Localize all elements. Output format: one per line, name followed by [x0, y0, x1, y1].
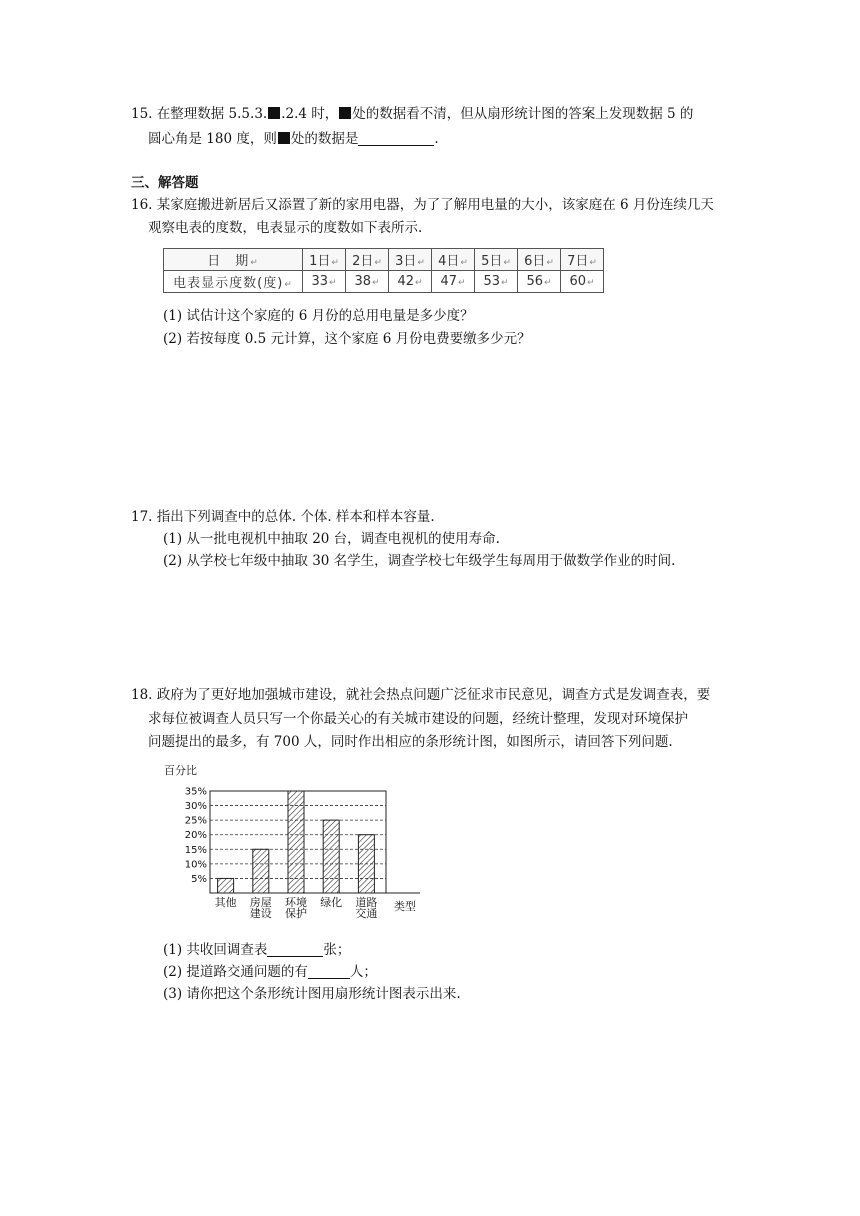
q18-line2: 求每位被调查人员只写一个你最关心的有关城市建设的问题，经统计整理，发现对环境保护 — [148, 711, 688, 727]
q15-line2: 圆心角是 180 度，则 处的数据是 . — [148, 131, 439, 147]
bar — [288, 791, 304, 893]
table-row — [164, 249, 604, 271]
table-cell: 5日 ↵ — [475, 249, 518, 271]
q15-line1: 15. 在整理数据 5.5.3. .2.4 时， 处的数据看不清，但从扇形统计图的答案上发现数据 5 的 — [131, 106, 694, 122]
q16-line2: 观察电表的度数，电表显示的度数如下表所示. — [148, 220, 423, 236]
table-cell: 6日 ↵ — [518, 249, 561, 271]
bar — [218, 878, 234, 893]
q18-sub2: (2) 提道路交通问题的有 人； — [163, 964, 377, 980]
table-cell: 38 ↵ — [346, 271, 389, 293]
bar-chart — [158, 760, 428, 930]
x-tick-label: 道路 — [355, 896, 378, 909]
bar — [323, 820, 339, 893]
q16-line1: 16. 某家庭搬进新居后又添置了新的家用电器，为了了解用电量的大小，该家庭在 6 月份连续几天 — [131, 197, 714, 213]
y-tick-label: 15% — [184, 844, 207, 856]
table-header-reading: 电表显示度数(度) ↵ — [164, 271, 303, 293]
x-tick-label: 环境 — [285, 896, 307, 909]
q18-line3: 问题提出的最多，有 700 人，同时作出相应的条形统计图，如图所示，请回答下列问题. — [148, 734, 673, 750]
x-tick-label: 房屋 — [249, 896, 272, 909]
bar — [253, 849, 269, 893]
q17-line1: 17. 指出下列调查中的总体. 个体. 样本和样本容量. — [131, 509, 435, 525]
y-axis-label: 百分比 — [164, 764, 197, 777]
x-tick-label: 保护 — [285, 907, 307, 920]
table-cell: 2日 ↵ — [346, 249, 389, 271]
q18-sub3: (3) 请你把这个条形统计图用扇形统计图表示出来. — [163, 986, 461, 1002]
q17-sub1: (1) 从一批电视机中抽取 20 台，调查电视机的使用寿命. — [163, 531, 500, 547]
q17-sub2: (2) 从学校七年级中抽取 30 名学生，调查学校七年级学生每周用于做数学作业的时间. — [163, 553, 676, 569]
table-cell: 47 ↵ — [432, 271, 475, 293]
y-tick-label: 30% — [184, 801, 207, 813]
table-cell: 42 ↵ — [389, 271, 432, 293]
table-row — [164, 271, 604, 293]
obscured-box — [278, 132, 290, 144]
table-cell: 53 ↵ — [475, 271, 518, 293]
table-cell: 33 ↵ — [303, 271, 346, 293]
y-tick-label: 5% — [191, 873, 207, 885]
x-tick-label: 建设 — [249, 907, 272, 920]
answer-blank — [308, 964, 350, 979]
table-header-date: 日 期 ↵ — [164, 249, 303, 271]
q18-line1: 18. 政府为了更好地加强城市建设，就社会热点问题广泛征求市民意见，调查方式是发调查表，要 — [131, 687, 711, 703]
q16-sub2: (2) 若按每度 0.5 元计算，这个家庭 6 月份电费要缴多少元？ — [163, 331, 531, 347]
section-title: 三、解答题 — [131, 175, 199, 191]
x-tick-label: 交通 — [355, 907, 378, 920]
obscured-box — [268, 107, 280, 119]
y-tick-label: 20% — [184, 830, 207, 842]
y-tick-label: 10% — [184, 859, 207, 871]
answer-blank — [267, 942, 323, 957]
x-axis-label: 类型 — [394, 900, 416, 913]
table-cell: 60 ↵ — [561, 271, 604, 293]
q16-sub1: (1) 试估计这个家庭的 6 月份的总用电量是多少度？ — [163, 308, 474, 324]
y-tick-label: 35% — [184, 786, 207, 798]
table-cell: 3日 ↵ — [389, 249, 432, 271]
table-cell: 4日 ↵ — [432, 249, 475, 271]
meter-table — [163, 248, 604, 293]
table-cell: 56 ↵ — [518, 271, 561, 293]
answer-blank — [358, 131, 434, 146]
y-tick-label: 25% — [184, 815, 207, 827]
q18-sub1: (1) 共收回调查表 张； — [163, 942, 351, 958]
bar — [358, 835, 374, 893]
x-tick-label: 绿化 — [320, 896, 343, 909]
x-tick-label: 其他 — [214, 896, 237, 909]
obscured-box — [339, 107, 351, 119]
table-cell: 1日 ↵ — [303, 249, 346, 271]
table-cell: 7日 ↵ — [561, 249, 604, 271]
